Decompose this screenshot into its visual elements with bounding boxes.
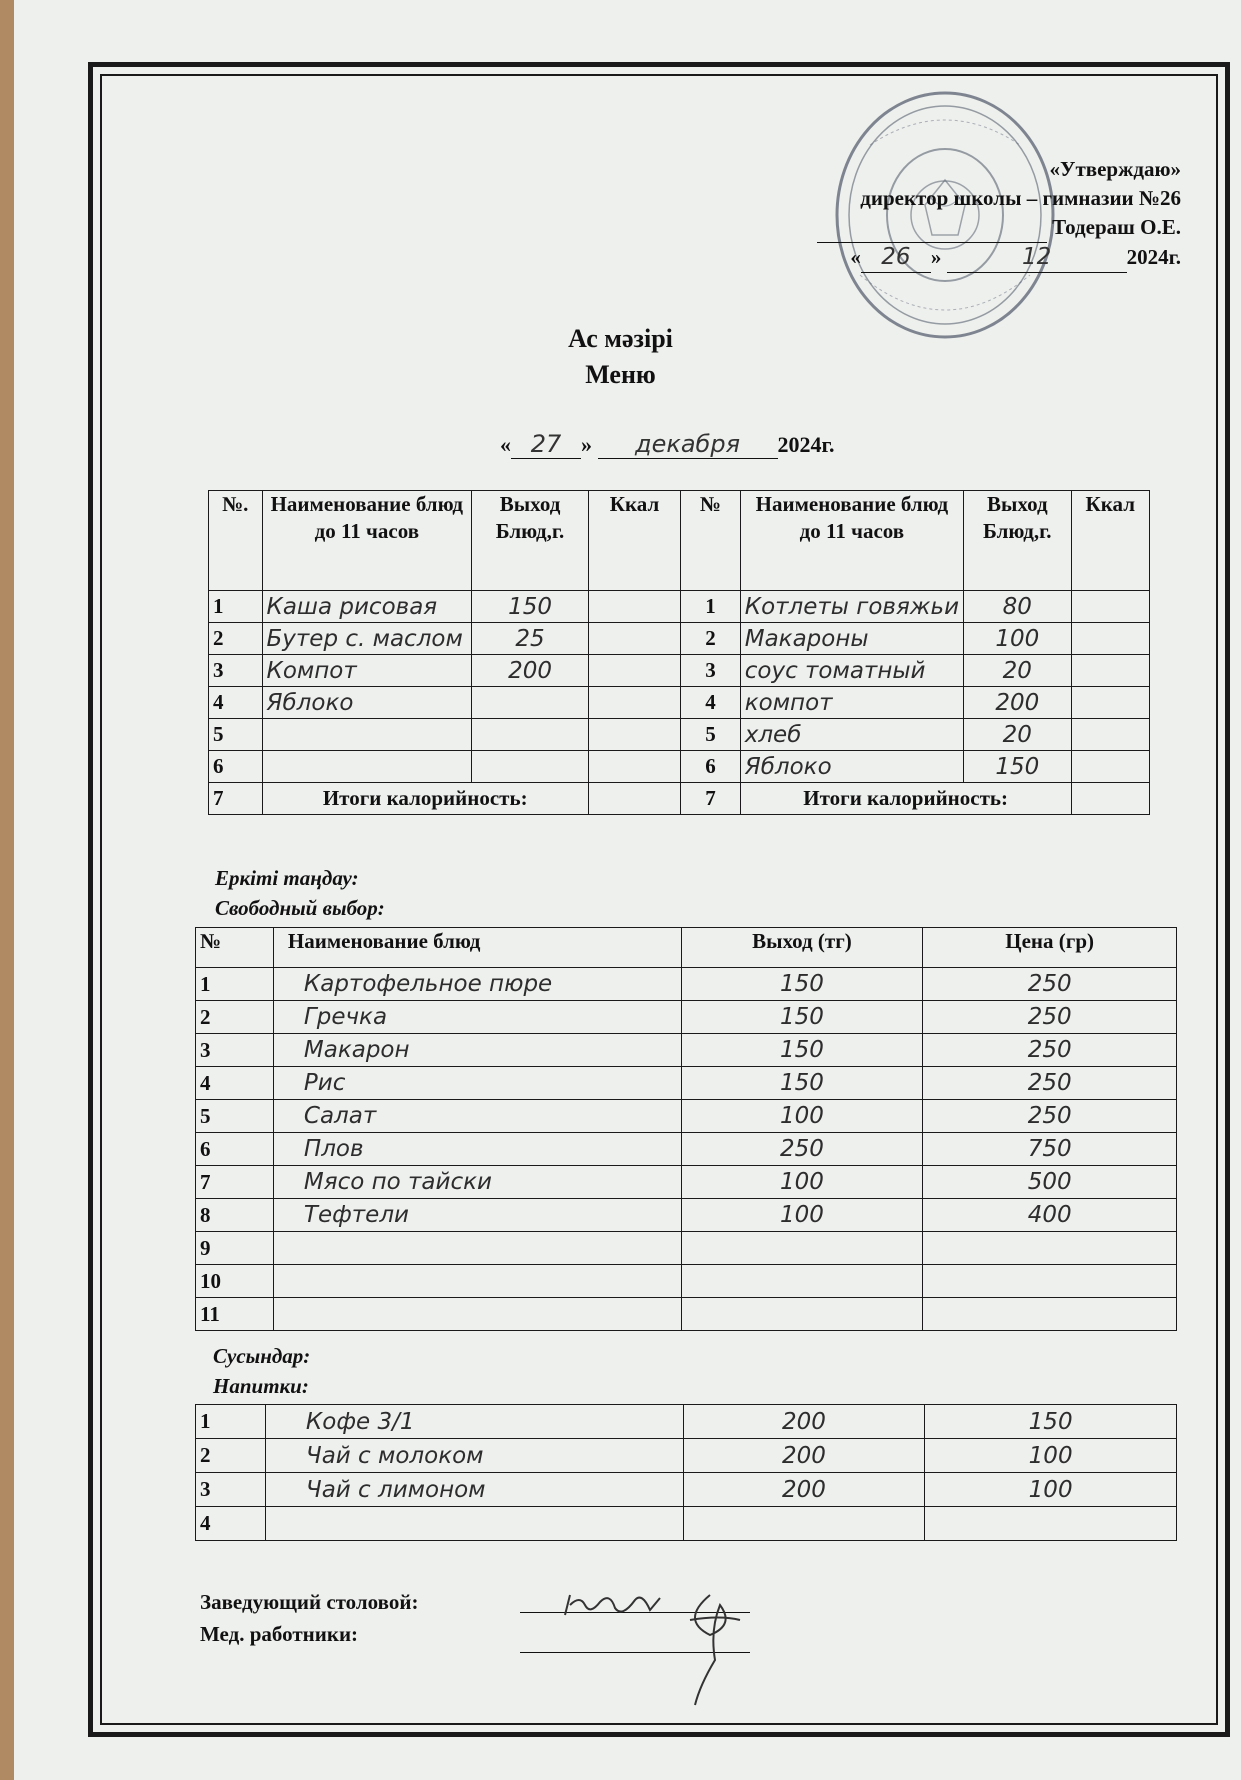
approval-block — [817, 155, 1181, 273]
menu-row — [209, 751, 1150, 783]
free-number: 11 — [196, 1298, 274, 1331]
menu-header: Наименование блюд до 11 часов — [262, 491, 472, 591]
drink-output: 200 — [683, 1405, 925, 1439]
menu-left-output: 150 — [472, 591, 589, 623]
drinks-table — [195, 1404, 1177, 1541]
menu-left-kcal — [588, 591, 680, 623]
free-number: 1 — [196, 968, 274, 1001]
menu-day: 27 — [511, 430, 581, 459]
menu-right-output: 100 — [964, 623, 1072, 655]
menu-left-kcal — [588, 687, 680, 719]
approval-month: 12 — [947, 243, 1127, 273]
menu-left-dish — [262, 719, 472, 751]
free-dish: Макарон — [273, 1034, 681, 1067]
free-number: 8 — [196, 1199, 274, 1232]
free-choice-row — [196, 1298, 1177, 1331]
free-price: 750 — [923, 1133, 1177, 1166]
free-price: 500 — [923, 1166, 1177, 1199]
menu-right-total-value — [1071, 783, 1149, 815]
menu-header: №. — [209, 491, 263, 591]
free-choice-row — [196, 1034, 1177, 1067]
menu-right-output: 20 — [964, 655, 1072, 687]
title-kazakh: Ас мәзірі — [568, 324, 673, 353]
menu-date-close: » — [581, 432, 592, 457]
free-dish: Тефтели — [273, 1199, 681, 1232]
menu-left-total-value — [588, 783, 680, 815]
menu-left-number: 3 — [209, 655, 263, 687]
drinks-row — [196, 1405, 1177, 1439]
free-choice-row — [196, 1001, 1177, 1034]
menu-left-dish: Яблоко — [262, 687, 472, 719]
menu-right-dish: соус томатный — [740, 655, 963, 687]
drinks-row — [196, 1473, 1177, 1507]
menu-right-kcal — [1071, 719, 1149, 751]
free-choice-row — [196, 1100, 1177, 1133]
free-number: 9 — [196, 1232, 274, 1265]
free-choice-table — [195, 927, 1177, 1331]
drink-name: Чай с молоком — [265, 1439, 683, 1473]
free-dish: Мясо по тайски — [273, 1166, 681, 1199]
menu-left-dish: Компот — [262, 655, 472, 687]
free-output: 150 — [681, 1067, 923, 1100]
menu-left-number: 4 — [209, 687, 263, 719]
drink-name — [265, 1507, 683, 1541]
free-number: 6 — [196, 1133, 274, 1166]
approval-day: 26 — [861, 243, 931, 273]
menu-right-dish: Котлеты говяжьи — [740, 591, 963, 623]
menu-left-kcal — [588, 623, 680, 655]
menu-left-dish: Каша рисовая — [262, 591, 472, 623]
menu-left-output — [472, 751, 589, 783]
free-output: 100 — [681, 1100, 923, 1133]
free-price: 400 — [923, 1199, 1177, 1232]
drink-number: 3 — [196, 1473, 266, 1507]
menu-left-number: 1 — [209, 591, 263, 623]
menu-left-output — [472, 719, 589, 751]
menu-left-output — [472, 687, 589, 719]
menu-row — [209, 655, 1150, 687]
menu-left-number: 5 — [209, 719, 263, 751]
menu-header: Выход Блюд,г. — [472, 491, 589, 591]
drink-number: 1 — [196, 1405, 266, 1439]
menu-right-number: 2 — [681, 623, 741, 655]
free-header: № — [196, 928, 274, 968]
drink-price — [925, 1507, 1177, 1541]
menu-left-total-label: Итоги калорийность: — [262, 783, 588, 815]
menu-header: Ккал — [1071, 491, 1149, 591]
drink-price: 100 — [925, 1439, 1177, 1473]
free-choice-row — [196, 1133, 1177, 1166]
free-choice-row — [196, 968, 1177, 1001]
approval-name-row — [817, 213, 1181, 243]
drink-output: 200 — [683, 1473, 925, 1507]
drink-number: 2 — [196, 1439, 266, 1473]
free-output: 100 — [681, 1199, 923, 1232]
free-output — [681, 1232, 923, 1265]
approval-name: Тодераш О.Е. — [1052, 215, 1181, 239]
menu-right-kcal — [1071, 687, 1149, 719]
drinks-label-ru: Напитки: — [213, 1374, 309, 1398]
free-header: Цена (гр) — [923, 928, 1177, 968]
menu-month: декабря — [598, 430, 778, 459]
free-number: 4 — [196, 1067, 274, 1100]
menu-right-output: 80 — [964, 591, 1072, 623]
menu-right-output: 150 — [964, 751, 1072, 783]
free-output: 150 — [681, 1001, 923, 1034]
free-header: Выход (тг) — [681, 928, 923, 968]
drink-name: Кофе 3/1 — [265, 1405, 683, 1439]
free-number: 2 — [196, 1001, 274, 1034]
menu-year: 2024г. — [777, 432, 835, 457]
free-choice-row — [196, 1265, 1177, 1298]
drink-output — [683, 1507, 925, 1541]
title-russian: Меню — [585, 360, 656, 389]
menu-header: Выход Блюд,г. — [964, 491, 1072, 591]
free-price: 250 — [923, 1034, 1177, 1067]
menu-right-kcal — [1071, 655, 1149, 687]
menu-header: № — [681, 491, 741, 591]
free-choice-row — [196, 1166, 1177, 1199]
approval-date-row — [817, 243, 1181, 273]
menu-right-dish: компот — [740, 687, 963, 719]
drink-number: 4 — [196, 1507, 266, 1541]
free-choice-row — [196, 1199, 1177, 1232]
approval-date-mid: » — [930, 245, 942, 269]
free-dish: Картофельное пюре — [273, 968, 681, 1001]
free-dish: Рис — [273, 1067, 681, 1100]
menu-left-number: 2 — [209, 623, 263, 655]
menu-table — [208, 490, 1150, 815]
menu-row — [209, 623, 1150, 655]
menu-right-total-number: 7 — [681, 783, 741, 815]
menu-left-output: 200 — [472, 655, 589, 687]
free-number: 7 — [196, 1166, 274, 1199]
free-choice-label-ru: Свободный выбор: — [215, 896, 385, 920]
approval-date-open: « — [850, 245, 861, 269]
menu-left-kcal — [588, 751, 680, 783]
menu-right-number: 3 — [681, 655, 741, 687]
canteen-head-label: Заведующий столовой: — [200, 1590, 419, 1614]
free-price: 250 — [923, 1001, 1177, 1034]
menu-row — [209, 687, 1150, 719]
free-number: 5 — [196, 1100, 274, 1133]
menu-left-kcal — [588, 655, 680, 687]
free-dish — [273, 1265, 681, 1298]
menu-right-number: 5 — [681, 719, 741, 751]
free-price: 250 — [923, 968, 1177, 1001]
free-number: 3 — [196, 1034, 274, 1067]
menu-right-dish: Макароны — [740, 623, 963, 655]
approval-year: 2024г. — [1126, 245, 1181, 269]
menu-left-total-number: 7 — [209, 783, 263, 815]
menu-right-dish: хлеб — [740, 719, 963, 751]
menu-right-number: 6 — [681, 751, 741, 783]
approval-position: директор школы – гимназии №26 — [860, 186, 1181, 210]
drinks-label-kz: Сусындар: — [213, 1344, 311, 1368]
free-dish: Гречка — [273, 1001, 681, 1034]
free-dish: Салат — [273, 1100, 681, 1133]
menu-right-output: 20 — [964, 719, 1072, 751]
menu-left-kcal — [588, 719, 680, 751]
approval-title: «Утверждаю» — [1049, 157, 1181, 181]
menu-right-dish: Яблоко — [740, 751, 963, 783]
free-output: 150 — [681, 1034, 923, 1067]
menu-date-open: « — [500, 432, 511, 457]
menu-total-row — [209, 783, 1150, 815]
free-output: 100 — [681, 1166, 923, 1199]
menu-header: Наименование блюд до 11 часов — [740, 491, 963, 591]
drinks-row — [196, 1439, 1177, 1473]
free-price: 250 — [923, 1100, 1177, 1133]
menu-right-kcal — [1071, 751, 1149, 783]
free-choice-row — [196, 1067, 1177, 1100]
free-choice-row — [196, 1232, 1177, 1265]
menu-left-dish: Бутер с. маслом — [262, 623, 472, 655]
menu-row — [209, 591, 1150, 623]
free-dish — [273, 1232, 681, 1265]
drinks-row — [196, 1507, 1177, 1541]
free-choice-label-kz: Еркіті таңдау: — [215, 866, 359, 890]
free-number: 10 — [196, 1265, 274, 1298]
free-price — [923, 1265, 1177, 1298]
free-output — [681, 1298, 923, 1331]
menu-right-output: 200 — [964, 687, 1072, 719]
free-price — [923, 1232, 1177, 1265]
drink-price: 100 — [925, 1473, 1177, 1507]
drink-name: Чай с лимоном — [265, 1473, 683, 1507]
menu-right-number: 1 — [681, 591, 741, 623]
menu-right-kcal — [1071, 623, 1149, 655]
free-output: 150 — [681, 968, 923, 1001]
free-price — [923, 1298, 1177, 1331]
menu-row — [209, 719, 1150, 751]
handwritten-signature — [560, 1590, 760, 1720]
free-dish: Плов — [273, 1133, 681, 1166]
menu-date — [500, 430, 835, 459]
free-output: 250 — [681, 1133, 923, 1166]
approval-sign-line — [817, 213, 1047, 243]
free-header: Наименование блюд — [273, 928, 681, 968]
menu-right-number: 4 — [681, 687, 741, 719]
free-price: 250 — [923, 1067, 1177, 1100]
medic-label: Мед. работники: — [200, 1622, 359, 1646]
menu-header: Ккал — [588, 491, 680, 591]
menu-right-kcal — [1071, 591, 1149, 623]
menu-left-dish — [262, 751, 472, 783]
drink-price: 150 — [925, 1405, 1177, 1439]
menu-left-output: 25 — [472, 623, 589, 655]
free-dish — [273, 1298, 681, 1331]
free-output — [681, 1265, 923, 1298]
menu-left-number: 6 — [209, 751, 263, 783]
menu-right-total-label: Итоги калорийность: — [740, 783, 1071, 815]
drink-output: 200 — [683, 1439, 925, 1473]
